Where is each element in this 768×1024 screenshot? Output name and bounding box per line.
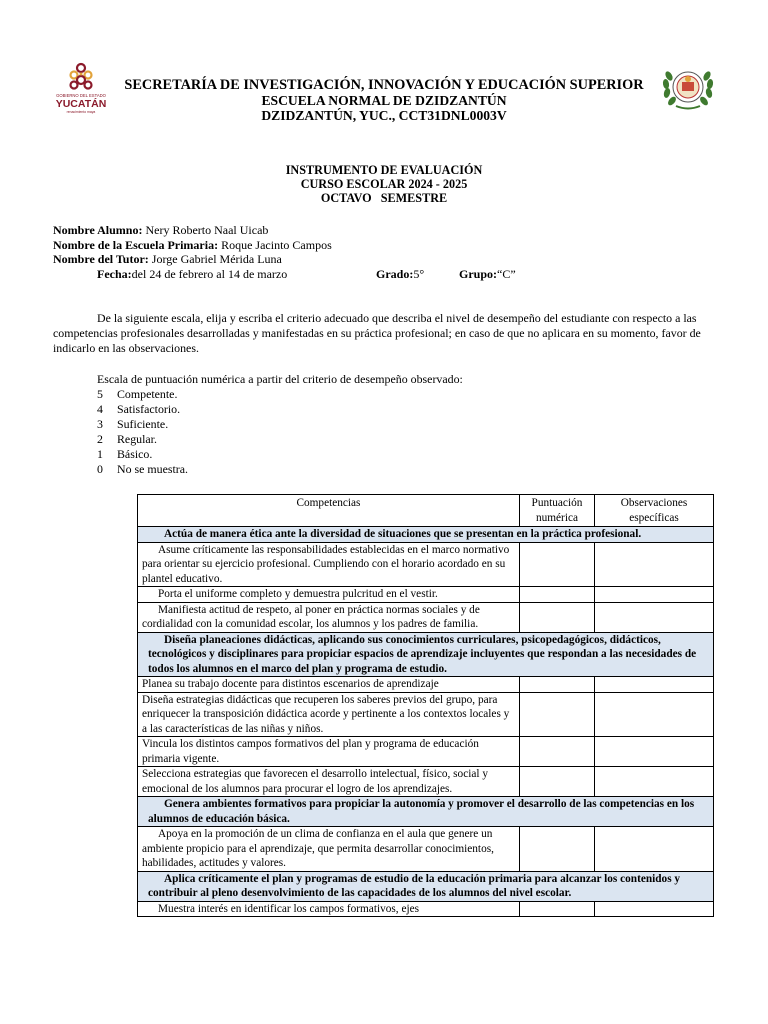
student-label: Nombre Alumno: (53, 223, 143, 237)
scale-item-number: 3 (97, 417, 103, 431)
competency-section-row (138, 527, 714, 543)
scale-item-label: Básico. (117, 447, 153, 461)
grade-value: 5° (413, 266, 425, 281)
score-cell[interactable] (519, 587, 594, 603)
student-name-row (53, 223, 332, 238)
table-row (138, 737, 714, 767)
competency-section-title: Actúa de manera ética ante la diversidad de situaciones que se presentan en la práctica profesional. (138, 527, 714, 543)
scale-item-label: Suficiente. (117, 417, 169, 431)
competency-section-row (138, 871, 714, 901)
indicator-text: Planea su trabajo docente para distintos escenarios de aprendizaje (138, 677, 520, 693)
table-header-row (138, 495, 714, 527)
header-location: DZIDZANTÚN, YUC., CCT31DNL0003V (261, 108, 507, 123)
observations-cell[interactable] (595, 542, 714, 587)
table-row (138, 767, 714, 797)
scale-item-number: 0 (97, 462, 103, 476)
indicator-text: Selecciona estrategias que favorecen el desarrollo intelectual, físico, social y emocional de los alumnos para procurar el logro de los aprendizajes. (138, 767, 520, 797)
indicator-text: Porta el uniforme completo y demuestra pulcritud en el vestir. (138, 587, 520, 603)
svg-text:GOBIERNO DEL ESTADO: GOBIERNO DEL ESTADO (56, 93, 106, 98)
score-cell[interactable] (519, 677, 594, 693)
header-observaciones: Observaciones específicas (595, 495, 714, 527)
scale-item (97, 417, 463, 432)
observations-cell[interactable] (595, 677, 714, 693)
date-label: Fecha: (97, 266, 132, 281)
indicator-text: Muestra interés en identificar los campos formativos, ejes (138, 901, 520, 917)
evaluation-table (137, 494, 714, 917)
scale-item-label: Competente. (117, 387, 178, 401)
header-secretaria: SECRETARÍA DE INVESTIGACIÓN, INNOVACIÓN Y EDUCACIÓN SUPERIOR (124, 77, 644, 93)
indicator-text: Asume críticamente las responsabilidades establecidas en el marco normativo para orientar su ejercicio profesional. Cumpliendo con el horario acordado en su plantel educativo. (138, 542, 520, 587)
header-competencias: Competencias (138, 495, 520, 527)
group-label: Grupo: (459, 266, 498, 281)
table-row (138, 602, 714, 632)
school-value: Roque Jacinto Campos (218, 237, 332, 252)
tutor-label: Nombre del Tutor: (53, 252, 149, 266)
score-cell[interactable] (519, 737, 594, 767)
scale-item-number: 1 (97, 447, 103, 461)
observations-cell[interactable] (595, 737, 714, 767)
observations-cell[interactable] (595, 587, 714, 603)
score-cell[interactable] (519, 542, 594, 587)
score-cell[interactable] (519, 901, 594, 917)
scale-item (97, 432, 463, 447)
indicator-text: Apoya en la promoción de un clima de confianza en el aula que genere un ambiente propicio para el aprendizaje, que permita desarrollar conocimientos, habilidades, actitudes y valores. (138, 827, 520, 872)
scale-item-number: 2 (97, 432, 103, 446)
score-cell[interactable] (519, 602, 594, 632)
instructions-paragraph: De la siguiente escala, elija y escriba el criterio adecuado que describa el nivel de desempeño del estudiante con respecto a las competencias profesionales desarrolladas y manifestadas en su práctica profesional; en caso de que no aplicara en su momento, favor de indicarlo en las observaciones. (53, 311, 701, 355)
competency-section-title: Diseña planeaciones didácticas, aplicando sus conocimientos curriculares, psicopedagógicos, didácticos, tecnológicos y disciplinares para propiciar espacios de aprendizaje incluyentes que respondan a las necesidades de todos los alumnos en el marco del plan y programa de estudio. (138, 632, 714, 677)
scale-item (97, 447, 463, 462)
group-field (459, 266, 516, 282)
date-field (97, 266, 288, 282)
header-puntuacion: Puntuación numérica (519, 495, 594, 527)
table-row (138, 542, 714, 587)
grade-field (376, 266, 425, 282)
tutor-row (53, 252, 332, 267)
score-cell[interactable] (519, 692, 594, 737)
semester: OCTAVO SEMESTRE (320, 191, 448, 205)
grade-label: Grado: (376, 266, 414, 281)
scale-item (97, 462, 463, 477)
scale-item-number: 5 (97, 387, 103, 401)
observations-cell[interactable] (595, 767, 714, 797)
competency-section-row (138, 632, 714, 677)
table-row (138, 587, 714, 603)
competency-section-title: Genera ambientes formativos para propiciar la autonomía y promover el desarrollo de las competencias en los alumnos de educación básica. (138, 797, 714, 827)
score-cell[interactable] (519, 767, 594, 797)
observations-cell[interactable] (595, 602, 714, 632)
indicator-text: Vincula los distintos campos formativos del plan y programa de educación primaria vigente. (138, 737, 520, 767)
school-year: CURSO ESCOLAR 2024 - 2025 (300, 177, 468, 191)
competency-section-row (138, 797, 714, 827)
observations-cell[interactable] (595, 692, 714, 737)
table-body (138, 527, 714, 917)
svg-text:renacimiento maya: renacimiento maya (66, 110, 96, 114)
scale-list (97, 387, 463, 477)
observations-cell[interactable] (595, 901, 714, 917)
table-row (138, 677, 714, 693)
header-school: ESCUELA NORMAL DE DZIDZANTÚN (261, 93, 507, 108)
scoring-scale (97, 372, 463, 477)
instrument-name: INSTRUMENTO DE EVALUACIÓN (285, 163, 483, 177)
scale-item (97, 402, 463, 417)
scale-item-label: Regular. (117, 432, 157, 446)
date-value: del 24 de febrero al 14 de marzo (131, 266, 288, 281)
scale-item (97, 387, 463, 402)
table-row (138, 692, 714, 737)
competency-section-title: Aplica críticamente el plan y programas de estudio de la educación primaria para alcanzar los contenidos y contribuir al pleno desenvolvimiento de las capacidades de los alumnos del nivel escolar. (138, 871, 714, 901)
indicator-text: Diseña estrategias didácticas que recuperen los saberes previos del grupo, para enriquecer la transposición didáctica acorde y pertinente a los contextos locales y a las características de las niñas y niños. (138, 692, 520, 737)
school-row (53, 238, 332, 253)
scale-item-label: Satisfactorio. (117, 402, 181, 416)
score-cell[interactable] (519, 827, 594, 872)
institution-header (0, 78, 768, 123)
school-label: Nombre de la Escuela Primaria: (53, 237, 219, 252)
student-info (53, 223, 516, 281)
tutor-value: Jorge Gabriel Mérida Luna (148, 252, 282, 266)
group-value: “C” (497, 266, 516, 281)
table-row (138, 901, 714, 917)
scale-intro: Escala de puntuación numérica a partir del criterio de desempeño observado: (97, 372, 463, 386)
instrument-title (0, 163, 768, 205)
scale-item-label: No se muestra. (117, 462, 188, 476)
student-value: Nery Roberto Naal Uicab (142, 223, 269, 237)
indicator-text: Manifiesta actitud de respeto, al poner en práctica normas sociales y de cordialidad con la comunidad escolar, los alumnos y los padres de familia. (138, 602, 520, 632)
svg-text:YUCATÁN: YUCATÁN (55, 98, 107, 110)
observations-cell[interactable] (595, 827, 714, 872)
date-row (53, 266, 516, 282)
scale-item-number: 4 (97, 402, 103, 416)
table-row (138, 827, 714, 872)
